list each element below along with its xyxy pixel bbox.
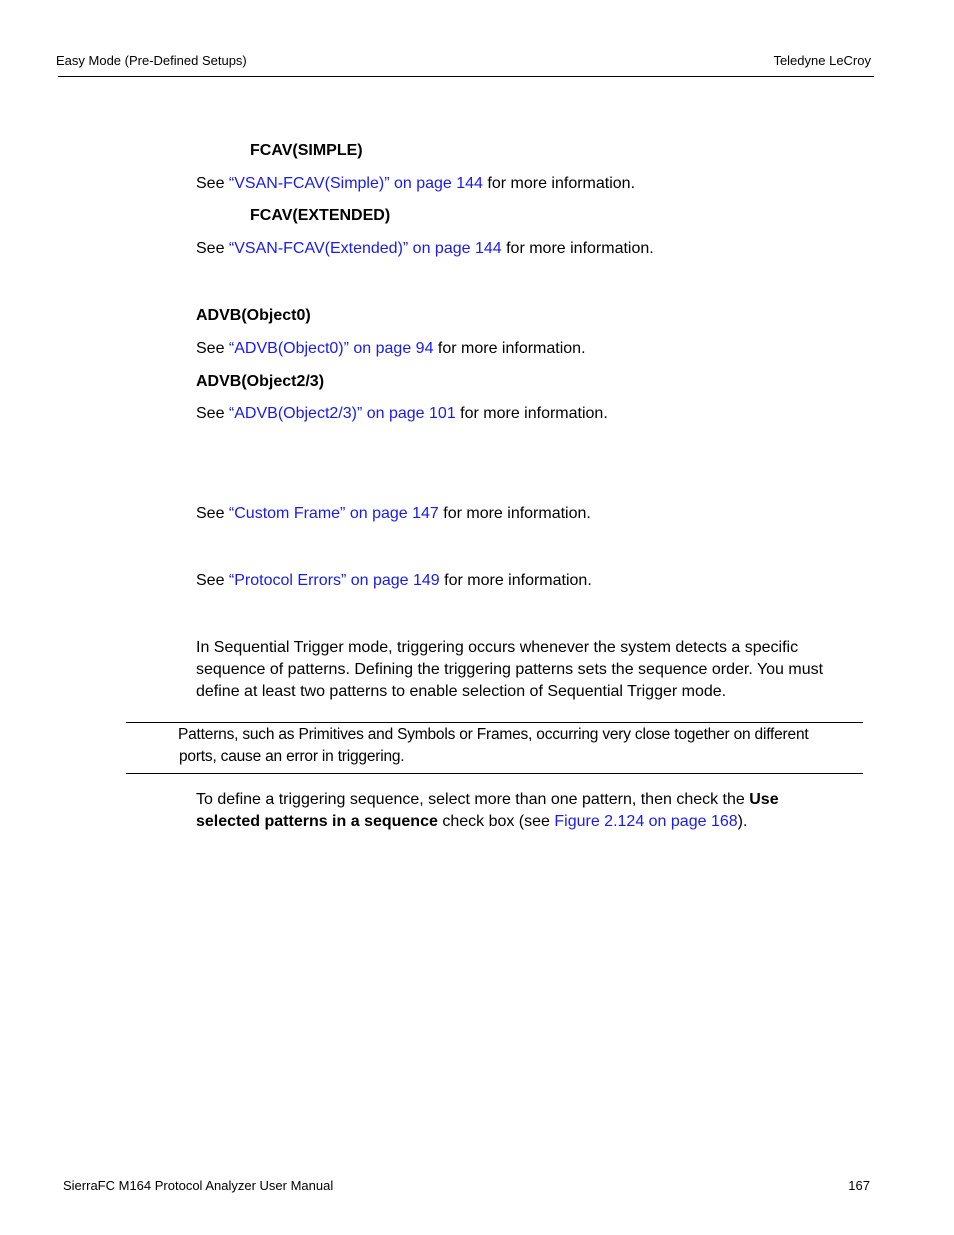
header-rule: [58, 76, 874, 77]
advb-object23-link[interactable]: “ADVB(Object2/3)” on page 101: [228, 405, 456, 422]
protocol-errors-paragraph: [196, 570, 592, 592]
more-info-text: for more information.: [433, 340, 586, 357]
use-label: Use: [749, 791, 779, 808]
more-info-text: for more information.: [482, 175, 636, 192]
running-header-title: Easy Mode (Pre-Defined Setups): [56, 53, 247, 68]
checkbox-name: selected patterns in a sequence: [196, 813, 438, 830]
more-info-text: for more information.: [455, 405, 608, 422]
vsan-fcav-extended-link[interactable]: “VSAN-FCAV(Extended)” on page 144: [228, 240, 502, 257]
define-line-2: [196, 811, 747, 833]
sequential-line-2: sequence of patterns. Defining the triggering patterns sets the sequence order. You must: [196, 661, 824, 678]
fcav-extended-paragraph: [196, 238, 654, 260]
note-line-2: ports, cause an error in triggering.: [179, 748, 405, 765]
advb-object0-heading: ADVB(Object0): [196, 307, 311, 324]
advb-object23-paragraph: [196, 403, 608, 425]
see-text: See: [196, 505, 229, 522]
more-info-text: for more information.: [501, 240, 654, 257]
fcav-simple-paragraph: [196, 173, 635, 195]
fcav-simple-heading: FCAV(SIMPLE): [250, 142, 363, 159]
figure-2-124-link[interactable]: Figure 2.124 on page 168: [554, 813, 738, 830]
custom-frame-paragraph: [196, 503, 591, 525]
more-info-text: for more information.: [439, 572, 592, 589]
note-line-1: Patterns, such as Primitives and Symbols or Frames, occurring very close together on different: [178, 726, 809, 743]
see-text: See: [196, 240, 229, 257]
note-top-rule: [126, 722, 863, 723]
see-text: See: [196, 340, 229, 357]
more-info-text: for more information.: [438, 505, 591, 522]
custom-frame-link[interactable]: “Custom Frame” on page 147: [228, 505, 439, 522]
closing-text: ).: [737, 813, 748, 830]
sequential-line-1: In Sequential Trigger mode, triggering occurs whenever the system detects a specific: [196, 639, 799, 656]
see-text: See: [196, 405, 229, 422]
advb-object23-heading: ADVB(Object2/3): [196, 373, 325, 390]
checkbox-text: check box (see: [437, 813, 555, 830]
see-text: See: [196, 572, 229, 589]
sequential-line-3: define at least two patterns to enable selection of Sequential Trigger mode.: [196, 683, 727, 700]
protocol-errors-link[interactable]: “Protocol Errors” on page 149: [228, 572, 440, 589]
footer-manual-title: SierraFC M164 Protocol Analyzer User Manual: [63, 1178, 334, 1193]
define-text: To define a triggering sequence, select more than one pattern, then check the: [196, 791, 750, 808]
fcav-extended-heading: FCAV(EXTENDED): [250, 207, 391, 224]
vsan-fcav-simple-link[interactable]: “VSAN-FCAV(Simple)” on page 144: [228, 175, 483, 192]
advb-object0-link[interactable]: “ADVB(Object0)” on page 94: [228, 340, 434, 357]
running-header-company: Teledyne LeCroy: [773, 53, 871, 68]
see-text: See: [196, 175, 229, 192]
note-bottom-rule: [126, 773, 863, 774]
page-number: 167: [848, 1178, 870, 1193]
define-line-1: [196, 789, 779, 811]
advb-object0-paragraph: [196, 338, 586, 360]
